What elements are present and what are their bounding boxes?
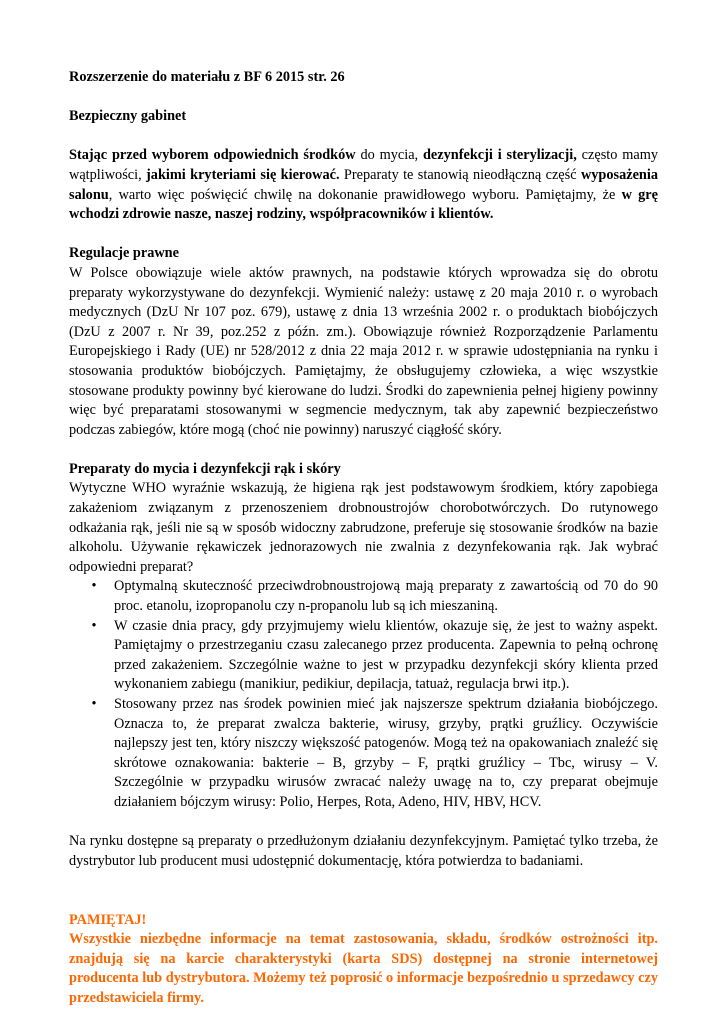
section-title: Bezpieczny gabinet [69, 108, 187, 125]
list-item [69, 695, 658, 813]
intro-text-6: Preparaty te stanowią nieodłączną część [339, 166, 581, 183]
intro-bold-7: wyposażenia salonu [69, 166, 658, 203]
legal-paragraph: W Polsce obowiązuje wiele aktów prawnych, na podstawie których wprowadza się do obrotu preparaty wykorzystywane do dezynfekcji. Wymienić należy: ustawę z 20 maja 2010 r. o wyrobach medycznych (DzU Nr 107 poz. 679), ustawę z dnia 13 września 2002 r. o produktach biobójczych (DzU z 2007 r. Nr 39, poz.252 z późn. zm.). Obowiązuje również Rozporządzenie Parlamentu Europejskiego i Rady (UE) nr 528/2012 z dnia 22 maja 2012 r. w sprawie udostępniania na rynku i stosowania produktów biobójczych. Pamiętajmy, że obsługujemy człowieka, a więc wszystkie stosowane produkty powinny być kierowane do ludzi. Środki do zapewnienia pełnej higieny powinny więc być preparatami stosowanymi w segmencie medycznym, tak aby zapewnić bezpieczeństwo podczas zabiegów, które mogą (choć nie powinny) naruszyć ciągłość skóry. [69, 264, 658, 438]
intro-text-8: , warto więc poświęcić chwilę na dokonanie prawidłowego wyboru. Pamiętajmy, że [108, 186, 622, 203]
intro-paragraph [69, 146, 658, 224]
bullet-icon: • [91, 578, 97, 595]
bullet-icon: • [91, 617, 97, 634]
note-paragraph: Wszystkie niezbędne informacje na temat zastosowania, składu, środków ostrożności itp. znajdują się na karcie charakterystyki (karta SDS) dostępnej na stronie internetowej producenta lub dystrybutora. Możemy też poprosić o informacje bezpośrednio u sprzedawcy czy przedstawiciela firmy. [69, 931, 658, 1006]
list-item-text: Optymalną skuteczność przeciwdrobnoustrojową mają preparaty z zawartością od 70 do 90 proc. etanolu, izopropanolu czy n-propanolu lub są ich mieszaniną. [114, 578, 658, 615]
list-item-text: W czasie dnia pracy, gdy przyjmujemy wielu klientów, okazuje się, że jest to ważny aspekt. Pamiętajmy o przestrzeganiu czasu zalecanego przez producenta. Zapewnia to pełną ochronę przed zakażeniem. Szczególnie ważne to jest w przypadku dezynfekcji skóry klienta przed wykonaniem zabiegu (manikiur, pedikiur, depilacja, tatuaż, regulacja brwi itp.). [114, 617, 658, 693]
spacer [69, 88, 658, 108]
spacer [69, 127, 658, 147]
spacer [69, 891, 658, 911]
list-item-text: Stosowany przez nas środek powinien mieć jak najszersze spektrum działania biobójczego. Oznacza to, że preparat zwalcza bakterie, wirusy, grzyby, prątki gruźlicy. Oczywiście najlepszy jest ten, który niszczy większość patogenów. Mogą też na opakowaniach znaleźć się skrótowe oznakowania: bakterie – B, grzyby – F, prątki gruźlicy – Tbc, wirusy – V. Szczególnie w przypadku wirusów zwracać należy uwagę na to, czy preparat obejmuje działaniem bójczym wirusy: Polio, Herpes, Rota, Adeno, HIV, HBV, HCV. [114, 696, 658, 810]
list-item [69, 577, 658, 616]
intro-text-4: często mamy wątpliwości, [69, 147, 658, 183]
document-title: Rozszerzenie do materiału z BF 6 2015 str. 26 [69, 69, 345, 85]
market-paragraph: Na rynku dostępne są preparaty o przedłużonym działaniu dezynfekcyjnym. Pamiętać tylko trzeba, że dystrybutor lub producent musi udostępnić dokumentację, która potwierdza to badaniami. [69, 833, 658, 869]
intro-bold-3: dezynfekcji i sterylizacji, [422, 147, 577, 164]
spacer [69, 813, 658, 833]
hands-heading: Preparaty do mycia i dezynfekcji rąk i skóry [69, 460, 341, 477]
list-item [69, 617, 658, 695]
spacer [69, 440, 658, 460]
intro-bold-1: Stając przed wyborem odpowiednich środków [69, 147, 356, 164]
spacer [69, 871, 658, 891]
intro-bold-9: w grę wchodzi zdrowie nasze, naszej rodziny, współpracowników i klientów. [69, 186, 658, 223]
hands-paragraph: Wytyczne WHO wyraźnie wskazują, że higiena rąk jest podstawowym środkiem, który zapobiega zakażeniom związanym z przenoszeniem drobnoustrojów chorobotwórczych. Do rutynowego odkażania rąk, jeśli nie są w sposób widoczny zabrudzone, preferuje się stosowanie środków na bazie alkoholu. Używanie rękawiczek jednorazowych nie zwalnia z dezynfekowania rąk. Jak wybrać odpowiedni preparat? [69, 480, 658, 575]
spacer [69, 225, 658, 245]
legal-heading: Regulacje prawne [69, 245, 179, 262]
intro-text-2: do mycia, [355, 147, 423, 164]
bullet-icon: • [91, 696, 97, 712]
hands-bullet-list [69, 577, 658, 812]
note-heading: PAMIĘTAJ! [69, 911, 147, 928]
intro-bold-5: jakimi kryteriami się kierować. [146, 166, 340, 183]
